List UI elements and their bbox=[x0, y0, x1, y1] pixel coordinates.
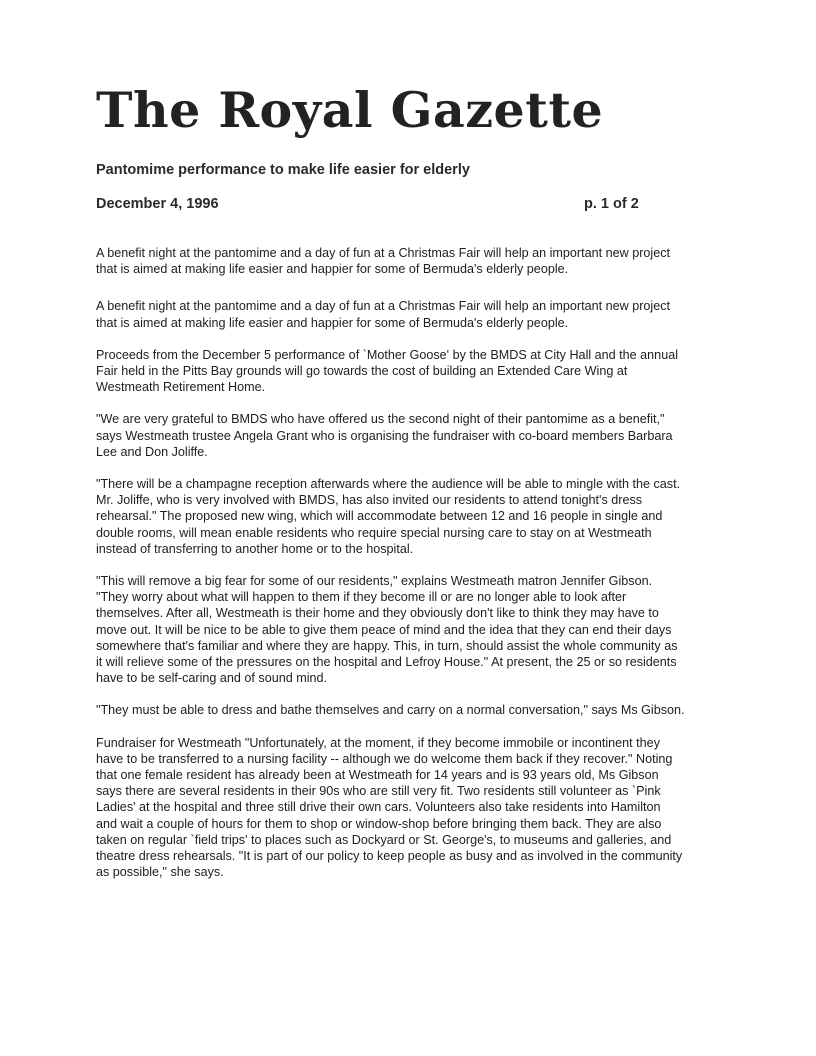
paragraph: "We are very grateful to BMDS who have offered us the second night of their pantomime as a benefit," says Westmeath trustee Angela Grant who is organising the fundraiser with co-board members Barbara Lee and Don Joliffe. bbox=[96, 412, 673, 459]
paragraph: Fundraiser for Westmeath "Unfortunately, at the moment, if they become immobile or incontinent they have to be transferred to a nursing facility -- although we do welcome them back if they recover." Noting that one female resident has already been at Westmeath for 14 years and is 93 years old, Ms Gibson says there are several residents in their 90s who are still very fit. Two residents still volunteer as `Pink Ladies' at the hospital and three still drive their own cars. Volunteers also take residents into Hamilton and wait a couple of hours for them to shop or window-shop before bringing them back. They are also taken on regular `field trips' to places such as Dockyard or St. George's, to museums and galleries, and theatre dress rehearsals. "It is part of our policy to keep people as busy and as involved in the community as possible," she says. bbox=[96, 735, 683, 880]
article-body bbox=[96, 245, 736, 897]
paragraph: "They must be able to dress and bathe themselves and carry on a normal conversation," says Ms Gibson. bbox=[96, 703, 685, 718]
paragraph: A benefit night at the pantomime and a day of fun at a Christmas Fair will help an important new project that is aimed at making life easier and happier for some of Bermuda's elderly people. bbox=[96, 299, 671, 330]
headline: Pantomime performance to make life easier for elderly bbox=[96, 162, 470, 178]
paragraph: "There will be a champagne reception afterwards where the audience will be able to mingle with the cast. Mr. Joliffe, who is very involved with BMDS, has also invited our residents to attend tonight's dress rehearsal." The proposed new wing, which will accommodate between 12 and 16 people in single and double rooms, will mean enable residents who require special nursing care to stay on at Westmeath instead of transferring to another home or to the hospital. bbox=[96, 477, 681, 556]
article-date: December 4, 1996 bbox=[96, 196, 219, 212]
paragraph: Proceeds from the December 5 performance of `Mother Goose' by the BMDS at City Hall and the annual Fair held in the Pitts Bay grounds will go towards the cost of building an Extended Care Wing at Westmeath Retirement Home. bbox=[96, 347, 678, 395]
masthead: The Royal Gazette bbox=[96, 81, 604, 139]
paragraph: "This will remove a big fear for some of our residents," explains Westmeath matron Jennifer Gibson. "They worry about what will happen to them if they become ill or are no longer able to look after themselves. After all, Westmeath is their home and they obviously don't like to think they may have to move out. It will be nice to be able to give them peace of mind and the idea that they can end their days somewhere that's familiar and where they are happy. This, in turn, should assist the whole community as it will relieve some of the pressures on the hospital and Lefroy House." At present, the 25 or so residents have to be self-caring and of sound mind. bbox=[96, 574, 678, 686]
paragraph: A benefit night at the pantomime and a day of fun at a Christmas Fair will help an important new project that is aimed at making life easier and happier for some of Bermuda's elderly people. bbox=[96, 246, 671, 277]
page-number: p. 1 of 2 bbox=[584, 196, 639, 212]
